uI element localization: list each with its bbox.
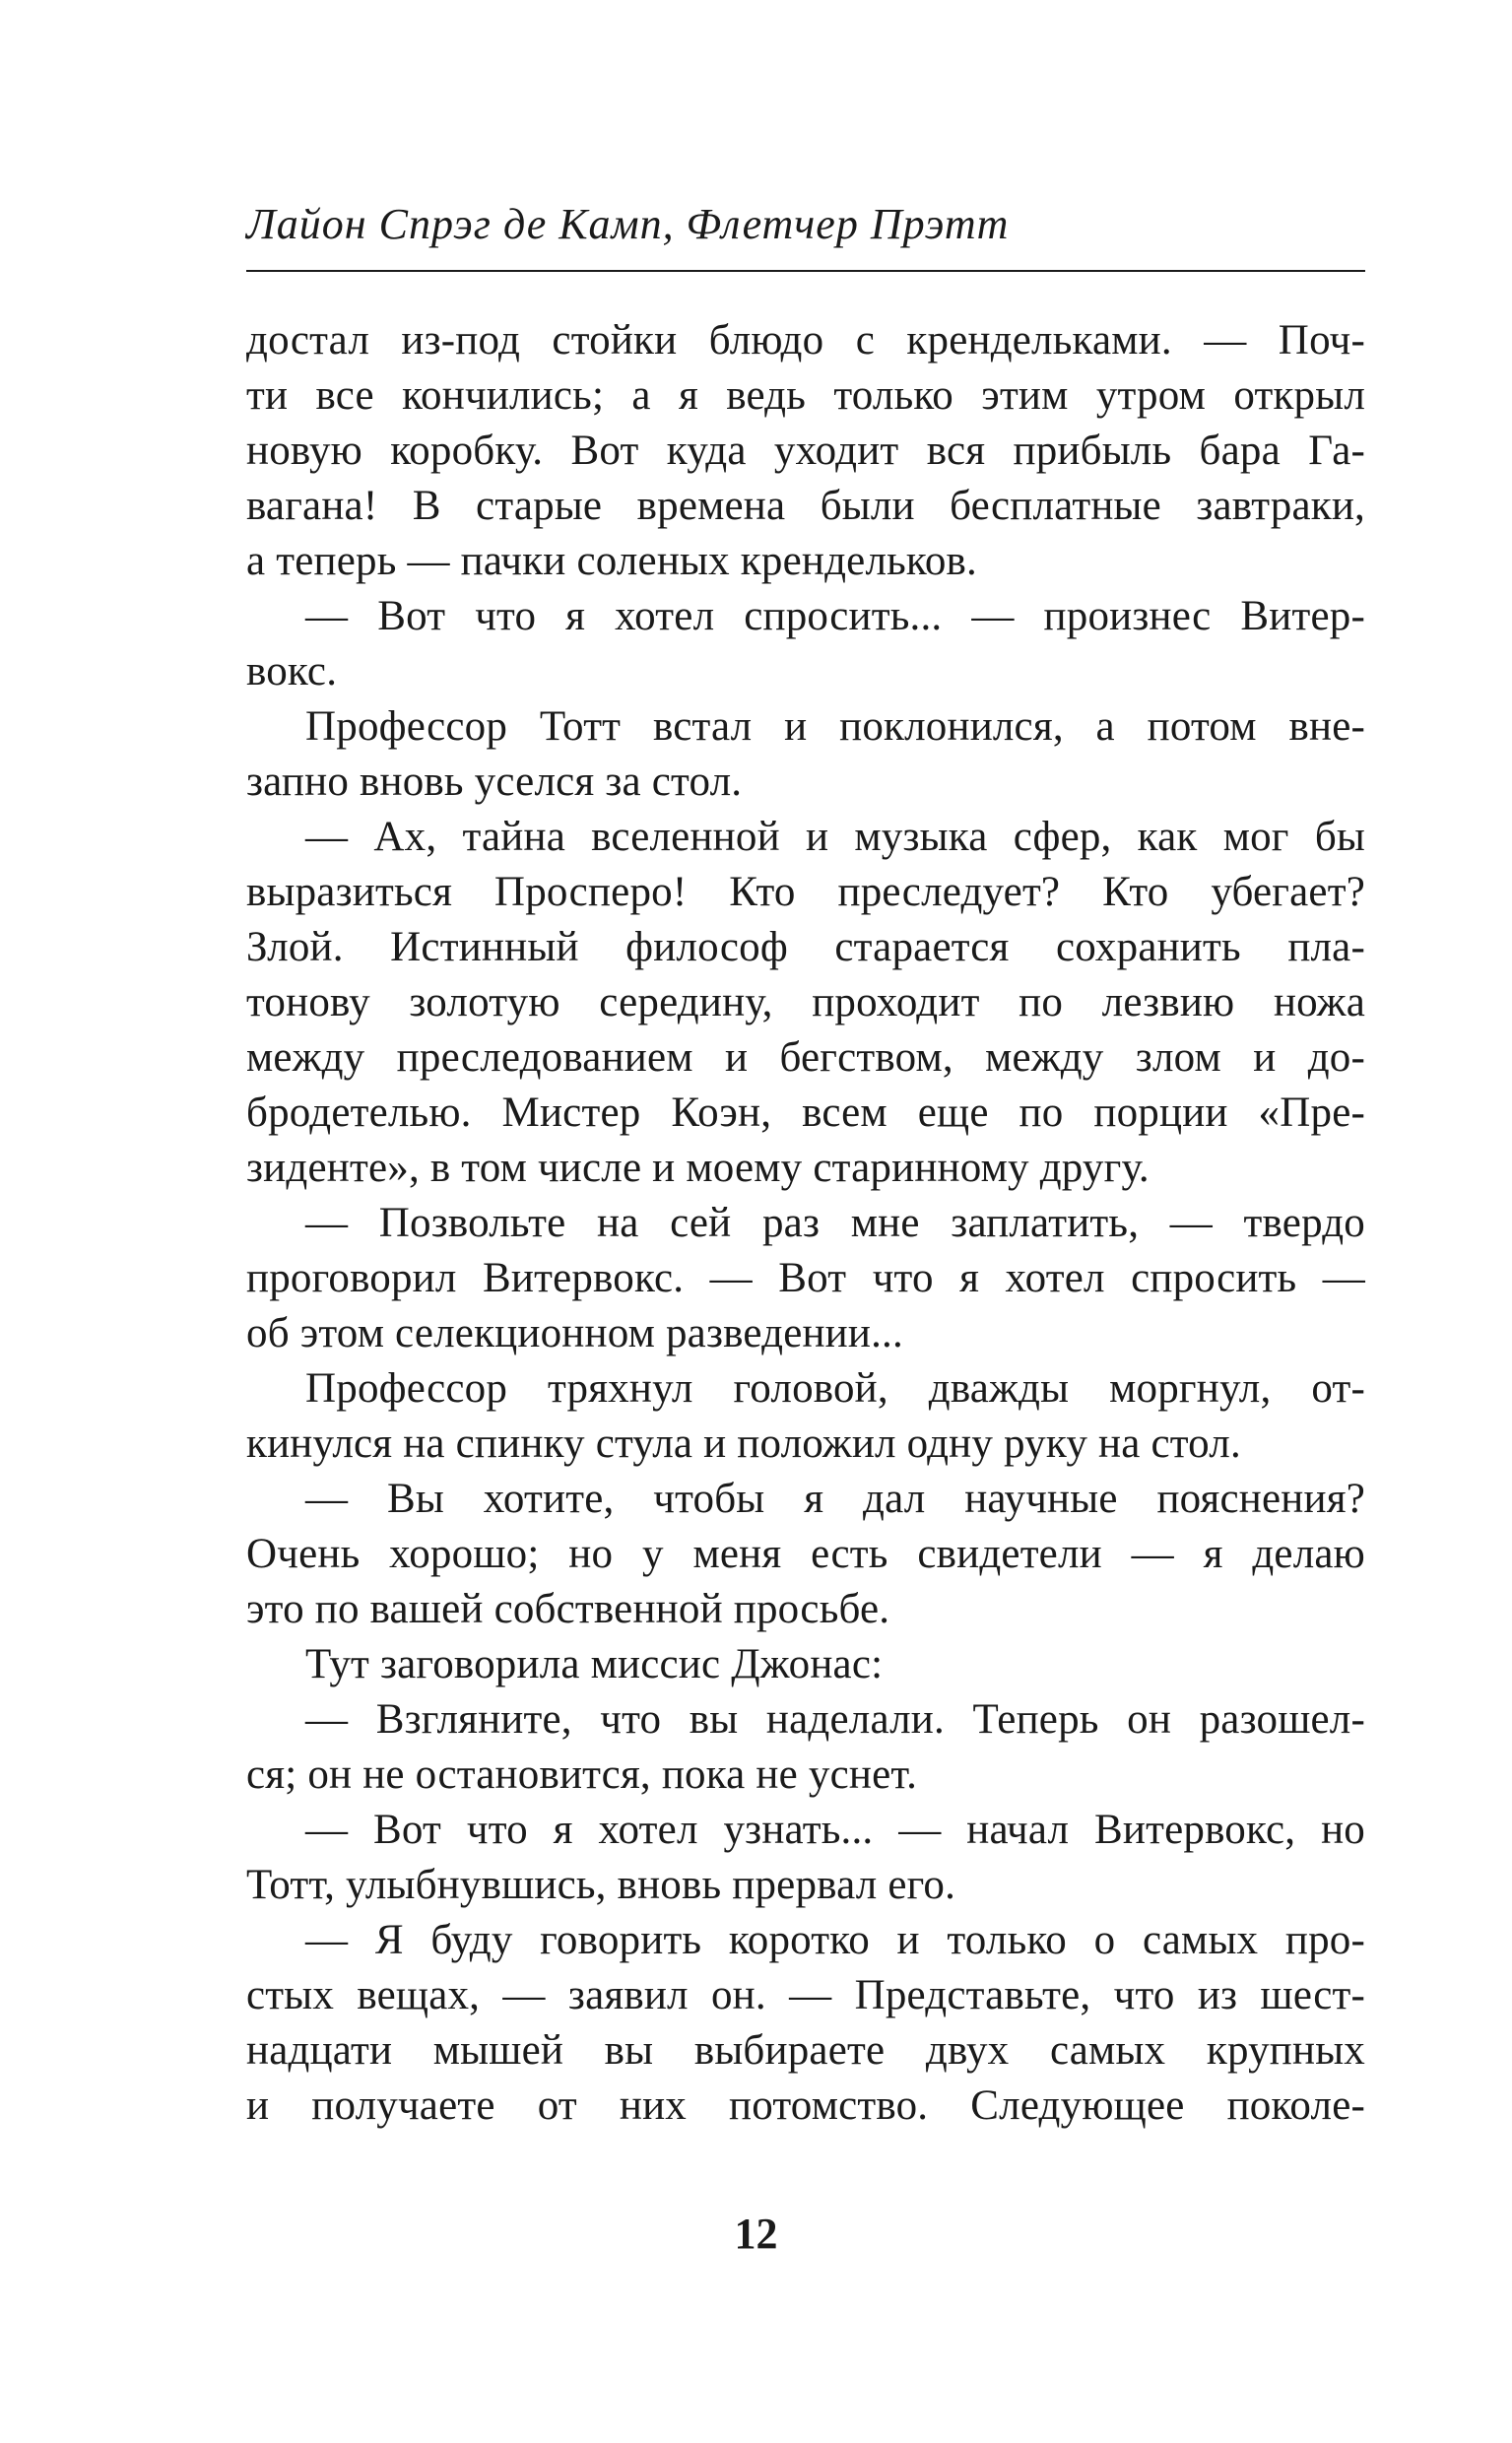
text-line: надцати мышей вы выбираете двух самых крупных [246, 2027, 1365, 2074]
text-line: а теперь — пачки соленых крендельков. [246, 538, 977, 584]
text-line: — Ах, тайна вселенной и музыка сфер, как мог бы [305, 814, 1365, 860]
text-line: — Вот что я хотел спросить... — произнес Витер- [305, 593, 1365, 639]
text-line: зиденте», в том числе и моему старинному другу. [246, 1145, 1150, 1191]
body-text [246, 313, 1365, 2134]
text-line: вокс. [246, 648, 338, 694]
text-line: Злой. Истинный философ старается сохранить пла- [246, 924, 1365, 970]
text-line: проговорил Витервокс. — Вот что я хотел спросить — [246, 1255, 1365, 1301]
text-line: ти все кончились; а я ведь только этим утром открыл [246, 372, 1365, 419]
page-number: 12 [734, 2210, 778, 2258]
text-line: запно вновь уселся за стол. [246, 759, 743, 805]
header-rule [246, 270, 1365, 272]
text-line: ся; он не остановится, пока не уснет. [246, 1751, 918, 1798]
text-line: стых вещах, — заявил он. — Представьте, что из шест- [246, 1972, 1365, 2018]
text-line: — Позвольте на сей раз мне заплатить, — твердо [305, 1200, 1365, 1246]
text-line: выразиться Просперо! Кто преследует? Кто убегает? [246, 869, 1365, 915]
text-line: бродетелью. Мистер Коэн, всем еще по порции «Пре- [246, 1089, 1365, 1136]
text-line: Тотт, улыбнувшись, вновь прервал его. [246, 1862, 956, 1908]
text-line: тонову золотую середину, проходит по лезвию ножа [246, 979, 1365, 1025]
text-line: — Вот что я хотел узнать... — начал Витервокс, но [305, 1807, 1365, 1853]
text-line: достал из-под стойки блюдо с крендельками. — Поч- [246, 317, 1365, 363]
text-line: Профессор тряхнул головой, дважды моргнул, от- [305, 1365, 1365, 1412]
text-line: Очень хорошо; но у меня есть свидетели — я делаю [246, 1531, 1365, 1577]
text-line: кинулся на спинку стула и положил одну руку на стол. [246, 1420, 1241, 1467]
text-line: Профессор Тотт встал и поклонился, а потом вне- [305, 703, 1365, 750]
text-line: новую коробку. Вот куда уходит вся прибыль бара Га- [246, 428, 1365, 474]
running-title: Лайон Спрэг де Камп, Флетчер Прэтт [246, 200, 1010, 248]
text-line: вагана! В старые времена были бесплатные завтраки, [246, 483, 1365, 529]
text-line: об этом селекционном разведении... [246, 1310, 903, 1356]
text-line: Тут заговорила миссис Джонас: [305, 1641, 884, 1687]
text-line: и получаете от них потомство. Следующее поколе- [246, 2082, 1365, 2129]
text-line: — Я буду говорить коротко и только о самых про- [305, 1917, 1365, 1963]
text-line: между преследованием и бегством, между злом и до- [246, 1034, 1365, 1081]
text-line: — Взгляните, что вы наделали. Теперь он разошел- [305, 1696, 1365, 1743]
text-line: — Вы хотите, чтобы я дал научные пояснения? [305, 1476, 1365, 1522]
text-line: это по вашей собственной просьбе. [246, 1586, 890, 1632]
